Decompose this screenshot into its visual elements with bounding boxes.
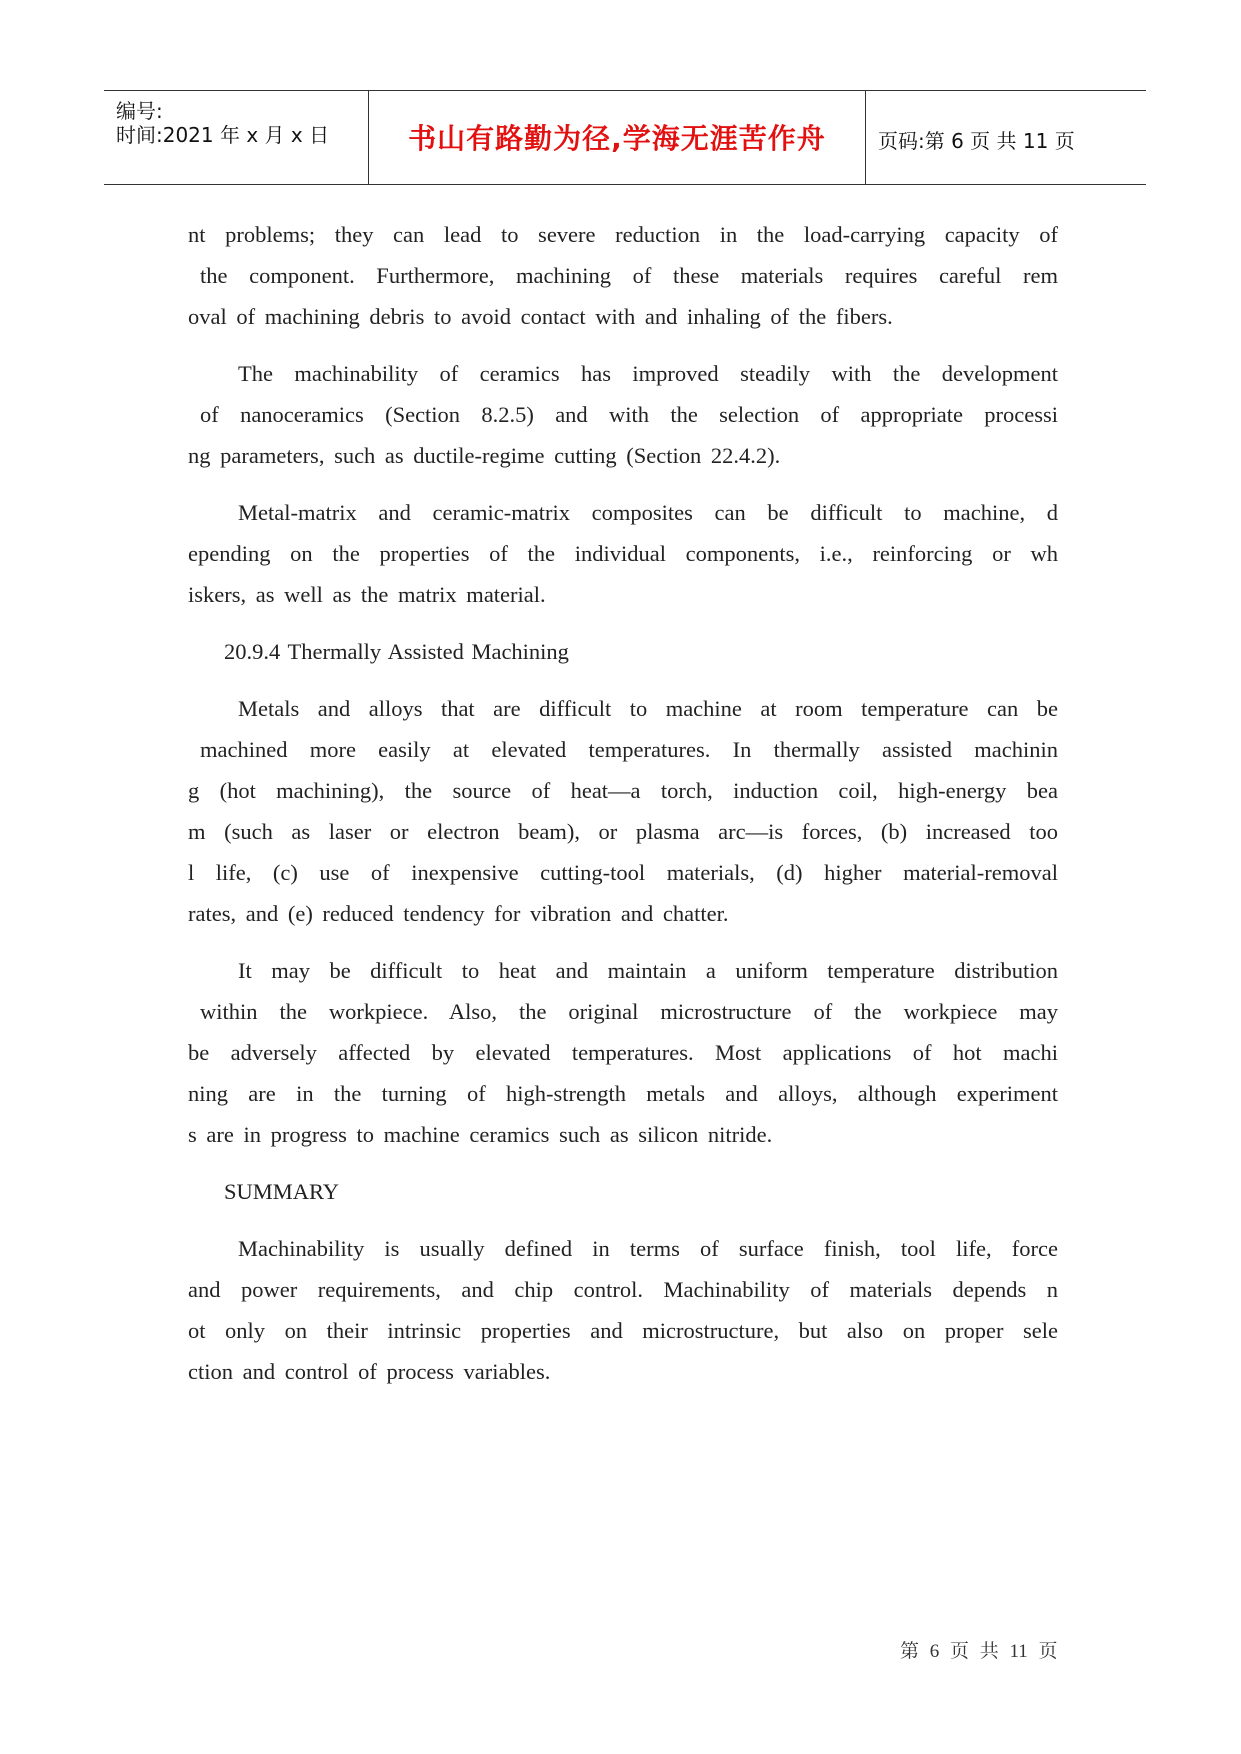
- text-line: nt problems; they can lead to severe reduction in the load-carrying capacity of: [188, 222, 1058, 247]
- text-line: It may be difficult to heat and maintain a uniform temperature distribution: [238, 958, 1058, 983]
- text-line: iskers, as well as the matrix material.: [188, 582, 546, 607]
- paragraph: [188, 950, 1058, 1155]
- page-footer: 第 6 页 共 11 页: [900, 1641, 1058, 1662]
- text-line: m (such as laser or electron beam), or plasma arc—is forces, (b) increased too: [188, 819, 1058, 844]
- text-line: The machinability of ceramics has improved steadily with the development: [238, 361, 1058, 386]
- paragraph: [188, 353, 1058, 476]
- header-meta-cell: [104, 91, 368, 184]
- text-line: of nanoceramics (Section 8.2.5) and with the selection of appropriate processi: [200, 402, 1058, 427]
- summary-paragraph: [188, 1228, 1058, 1392]
- text-line: ction and control of process variables.: [188, 1359, 551, 1384]
- paragraph: [188, 492, 1058, 615]
- text-line: l life, (c) use of inexpensive cutting-tool materials, (d) higher material-removal: [188, 860, 1058, 885]
- header-page-cell: [866, 91, 1146, 184]
- header-motto: 书山有路勤为径,学海无涯苦作舟: [408, 122, 826, 155]
- text-line: s are in progress to machine ceramics such as silicon nitride.: [188, 1122, 773, 1147]
- text-line: epending on the properties of the individual components, i.e., reinforcing or wh: [188, 541, 1058, 566]
- text-line: Metals and alloys that are difficult to machine at room temperature can be: [238, 696, 1058, 721]
- text-line: and power requirements, and chip control. Machinability of materials depends n: [188, 1277, 1058, 1302]
- paragraph: [188, 688, 1058, 934]
- header-motto-cell: [368, 91, 866, 184]
- text-line: Machinability is usually defined in terms of surface finish, tool life, force: [238, 1236, 1058, 1261]
- paragraph: [188, 214, 1058, 337]
- header-page-info: 页码:第 6 页 共 11 页: [878, 129, 1075, 153]
- text-line: machined more easily at elevated temperatures. In thermally assisted machinin: [200, 737, 1058, 762]
- section-heading: 20.9.4 Thermally Assisted Machining: [224, 639, 569, 664]
- summary-heading: SUMMARY: [224, 1179, 340, 1204]
- text-line: rates, and (e) reduced tendency for vibration and chatter.: [188, 901, 729, 926]
- document-number-label: 编号:: [116, 99, 163, 123]
- text-line: within the workpiece. Also, the original microstructure of the workpiece may: [200, 999, 1058, 1024]
- text-line: g (hot machining), the source of heat—a torch, induction coil, high-energy bea: [188, 778, 1058, 803]
- document-time-label: 时间:2021 年 x 月 x 日: [116, 123, 330, 147]
- text-line: the component. Furthermore, machining of these materials requires careful rem: [200, 263, 1058, 288]
- text-line: ot only on their intrinsic properties and microstructure, but also on proper sele: [188, 1318, 1058, 1343]
- text-line: ning are in the turning of high-strength metals and alloys, although experiment: [188, 1081, 1058, 1106]
- document-body: [188, 214, 1058, 1408]
- text-line: be adversely affected by elevated temperatures. Most applications of hot machi: [188, 1040, 1058, 1065]
- text-line: ng parameters, such as ductile-regime cutting (Section 22.4.2).: [188, 443, 781, 468]
- page-header: [104, 90, 1146, 185]
- text-line: Metal-matrix and ceramic-matrix composites can be difficult to machine, d: [238, 500, 1058, 525]
- text-line: oval of machining debris to avoid contact with and inhaling of the fibers.: [188, 304, 893, 329]
